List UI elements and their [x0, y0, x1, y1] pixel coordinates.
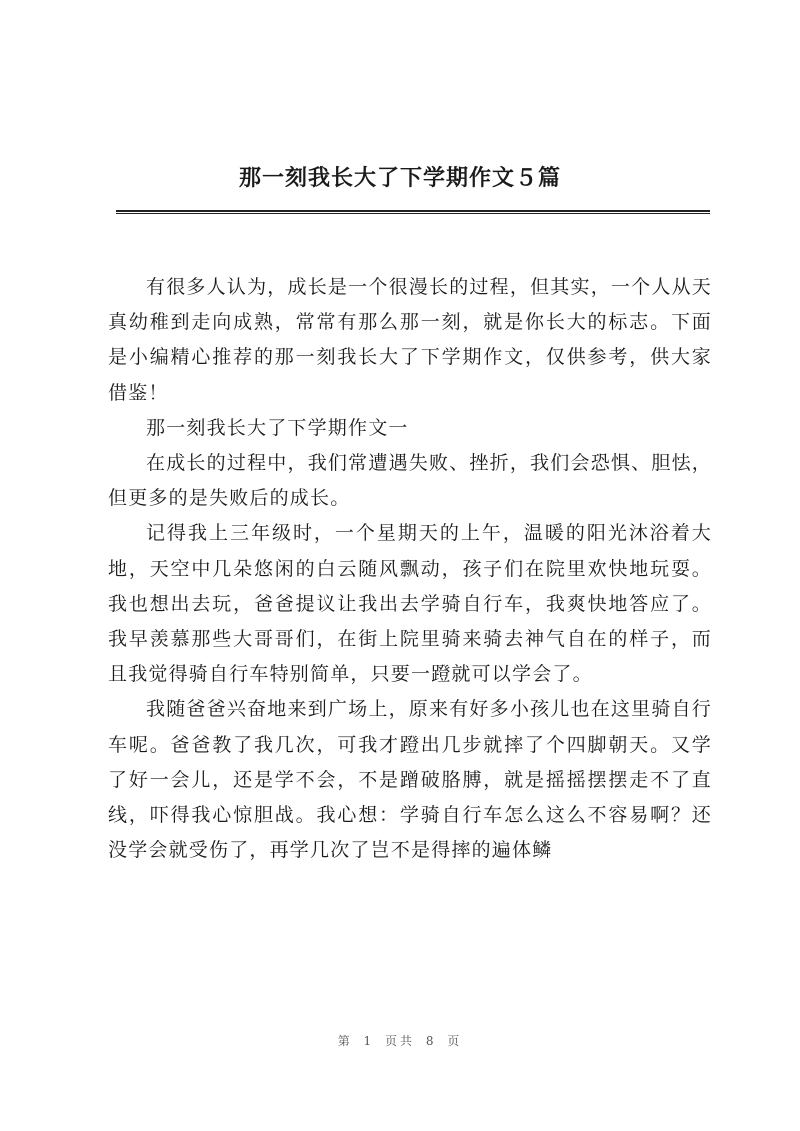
- paragraph: 在成长的过程中，我们常遭遇失败、挫折，我们会恐惧、胆怯，但更多的是失败后的成长。: [108, 452, 712, 510]
- document-title: 那一刻我长大了下学期作文５篇: [238, 165, 561, 191]
- title-divider: [116, 210, 710, 214]
- paragraph: 记得我上三年级时，一个星期天的上午，温暖的阳光沐浴着大地，天空中几朵悠闲的白云随风飘动，孩子们在院里欢快地玩耍。我也想出去玩，爸爸提议让我出去学骑自行车，我爽快地答应了。我早羡慕那些大哥哥们，在街上院里骑来骑去神气自在的样子，而且我觉得骑自行车特别简单，只要一蹬就可以学会了。: [108, 522, 712, 686]
- page-number: 第 1 页共 8 页: [337, 1034, 463, 1048]
- section-heading: 那一刻我长大了下学期作文一: [146, 416, 409, 439]
- paragraph: 我随爸爸兴奋地来到广场上，原来有好多小孩儿也在这里骑自行车呢。爸爸教了我几次，可我才蹬出几步就摔了个四脚朝天。又学了好一会儿，还是学不会，不是蹭破胳膊，就是摇摇摆摆走不了直线，吓得我心惊胆战。我心想：学骑自行车怎么这么不容易啊？还没学会就受伤了，再学几次了岂不是得摔的遍体鳞: [108, 698, 712, 862]
- document-body: [108, 270, 712, 868]
- paragraph-intro: 有很多人认为，成长是一个很漫长的过程，但其实，一个人从天真幼稚到走向成熟，常常有那么那一刻，就是你长大的标志。下面是小编精心推荐的那一刻我长大了下学期作文，仅供参考，供大家借鉴！: [108, 276, 712, 404]
